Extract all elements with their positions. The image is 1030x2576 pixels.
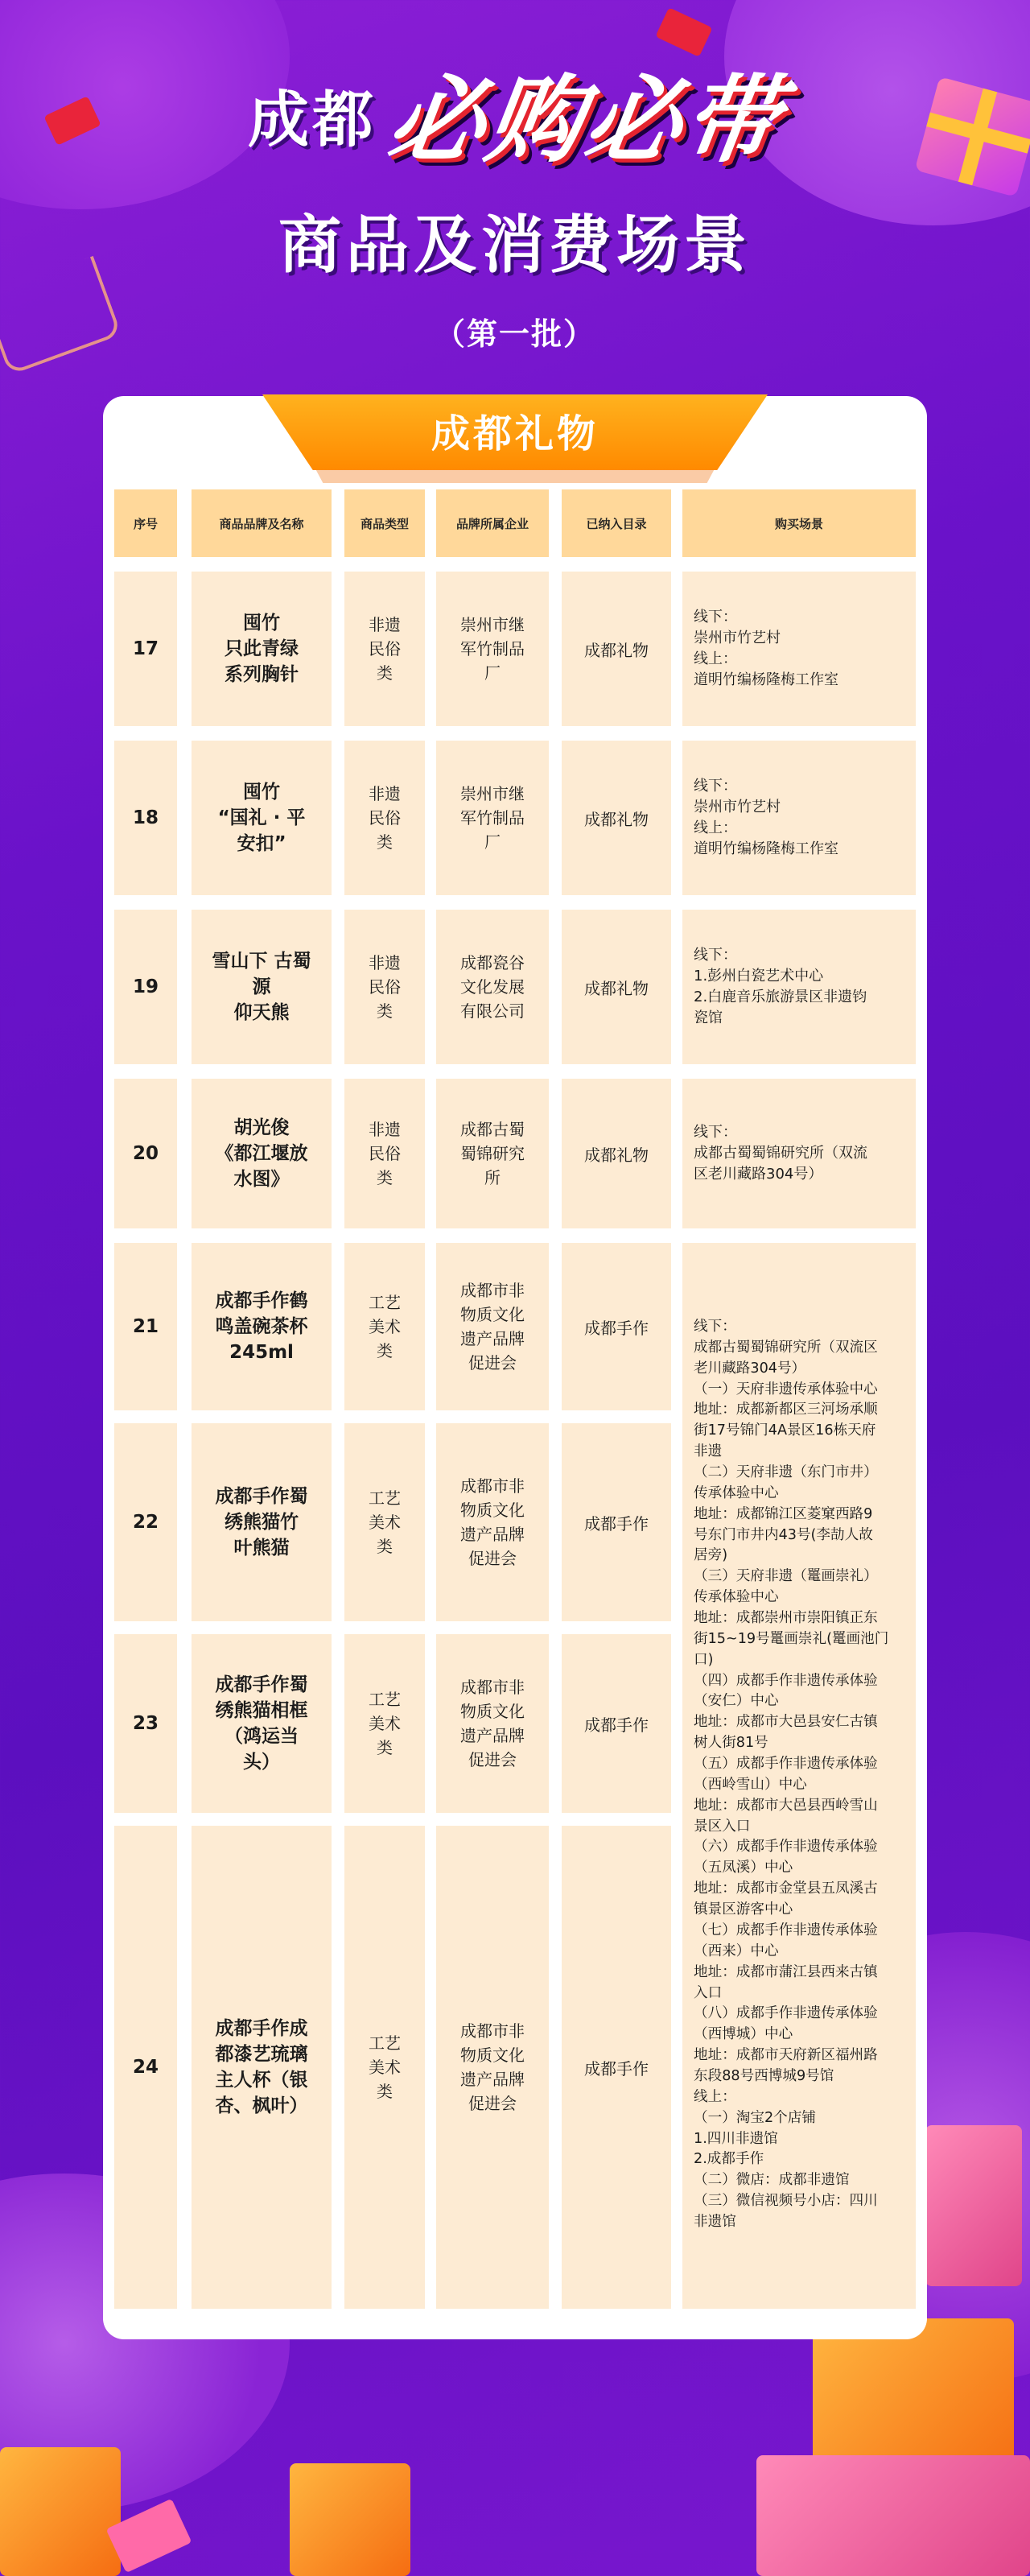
table-cell-type: 工艺 美术 类 <box>344 1423 425 1621</box>
table-cell-enterprise: 崇州市继 军竹制品 厂 <box>436 572 549 726</box>
table-cell-no: 19 <box>114 910 177 1064</box>
table-cell-place-merged: 线下： 成都古蜀蜀锦研究所（双流区 老川藏路304号） （一）天府非遗传承体验中心 地址：成都新都区三河场承顺 街17号锦门4A景区16栋天府 非遗 （二）天府非遗（东门市井） 传承体验中心 地址：成都锦江区菱窠西路9 号东门市井内43号(李劼人故 居旁) （三）天府非遗（鼍画崇礼） 传承体验中心 地址：成都崇州市崇阳镇正东 街15~19号鼍画崇礼(鼍画池门 口) （四）成都手作非遗传承体验 （安仁）中心 地址：成都市大邑县安仁古镇 树人街81号 （五）成都手作非遗传承体验 （西岭雪山）中心 地址：成都市大邑县西岭雪山 景区入口 （六）成都手作非遗传承体验 （五凤溪）中心 地址：成都市金堂县五凤溪古 镇景区游客中心 （七）成都手作非遗传承体验 （西来）中心 地址：成都市蒲江县西来古镇 入口 （八）成都手作非遗传承体验 （西博城）中心 地址：成都市天府新区福州路 东段88号西博城9号馆 线上： （一）淘宝2个店铺 1.四川非遗馆 2.成都手作 （二）微店：成都非遗馆 （三）微信视频号小店：四川 非遗馆 <box>682 1243 916 2309</box>
table-cell-type: 非遗 民俗 类 <box>344 572 425 726</box>
table-cell-catalog: 成都礼物 <box>562 1079 671 1228</box>
table-cell-type: 工艺 美术 类 <box>344 1826 425 2309</box>
column-header-enterprise: 品牌所属企业 <box>436 489 549 557</box>
column-header-name: 商品品牌及名称 <box>192 489 332 557</box>
page-subtitle: 商品及消费场景 <box>278 209 752 282</box>
table-cell-enterprise: 成都市非 物质文化 遗产品牌 促进会 <box>436 1634 549 1813</box>
table-cell-place: 线下： 1.彭州白瓷艺术中心 2.白鹿音乐旅游景区非遗钧 瓷馆 <box>682 910 916 1064</box>
table-cell-enterprise: 崇州市继 军竹制品 厂 <box>436 741 549 895</box>
table-cell-catalog: 成都手作 <box>562 1634 671 1813</box>
table-cell-type: 工艺 美术 类 <box>344 1243 425 1410</box>
table-cell-type: 工艺 美术 类 <box>344 1634 425 1813</box>
table-cell-type: 非遗 民俗 类 <box>344 1079 425 1228</box>
column-header-place: 购买场景 <box>682 489 916 557</box>
table-cell-type: 非遗 民俗 类 <box>344 910 425 1064</box>
table-cell-no: 18 <box>114 741 177 895</box>
table-cell-type: 非遗 民俗 类 <box>344 741 425 895</box>
table-cell-name: 胡光俊 《都江堰放 水图》 <box>192 1079 332 1228</box>
table-cell-name: 囤竹 “国礼 · 平 安扣” <box>192 741 332 895</box>
title-slogan: 必购必带 <box>381 64 790 175</box>
red-envelope-icon <box>655 7 712 57</box>
page-header <box>0 64 1030 353</box>
table-cell-place: 线下： 崇州市竹艺村 线上： 道明竹编杨隆梅工作室 <box>682 741 916 895</box>
table-cell-name: 成都手作蜀 绣熊猫相框 （鸿运当 头） <box>192 1634 332 1813</box>
table-cell-catalog: 成都手作 <box>562 1243 671 1410</box>
table-cell-name: 成都手作鹤 鸣盖碗茶杯 245ml <box>192 1243 332 1410</box>
table-cell-no: 23 <box>114 1634 177 1813</box>
section-title: 成都礼物 <box>431 411 599 456</box>
table-cell-enterprise: 成都瓷谷 文化发展 有限公司 <box>436 910 549 1064</box>
table-cell-no: 17 <box>114 572 177 726</box>
table-cell-catalog: 成都礼物 <box>562 741 671 895</box>
table-cell-enterprise: 成都市非 物质文化 遗产品牌 促进会 <box>436 1423 549 1621</box>
gift-box-icon <box>925 2125 1022 2286</box>
table-cell-enterprise: 成都古蜀 蜀锦研究 所 <box>436 1079 549 1228</box>
column-header-catalog: 已纳入目录 <box>562 489 671 557</box>
table-cell-no: 22 <box>114 1423 177 1621</box>
column-header-no: 序号 <box>114 489 177 557</box>
table-cell-catalog: 成都礼物 <box>562 572 671 726</box>
table-cell-catalog: 成都礼物 <box>562 910 671 1064</box>
gift-box-icon <box>0 2447 121 2576</box>
table-cell-catalog: 成都手作 <box>562 1826 671 2309</box>
table-cell-no: 21 <box>114 1243 177 1410</box>
table-cell-enterprise: 成都市非 物质文化 遗产品牌 促进会 <box>436 1826 549 2309</box>
table-cell-name: 雪山下 古蜀 源 仰天熊 <box>192 910 332 1064</box>
table-cell-name: 成都手作成 都漆艺琉璃 主人杯（银 杏、枫叶） <box>192 1826 332 2309</box>
content-card <box>103 396 927 2339</box>
table-cell-place: 线下： 成都古蜀蜀锦研究所（双流 区老川藏路304号） <box>682 1079 916 1228</box>
column-header-type: 商品类型 <box>344 489 425 557</box>
table-cell-place: 线下： 崇州市竹艺村 线上： 道明竹编杨隆梅工作室 <box>682 572 916 726</box>
page-title <box>0 64 1030 175</box>
table-cell-enterprise: 成都市非 物质文化 遗产品牌 促进会 <box>436 1243 549 1410</box>
title-city: 成都 <box>247 84 377 155</box>
table-cell-no: 24 <box>114 1826 177 2309</box>
table-cell-name: 成都手作蜀 绣熊猫竹 叶熊猫 <box>192 1423 332 1621</box>
batch-label: （第一批） <box>434 316 595 352</box>
table-cell-name: 囤竹 只此青绿 系列胸针 <box>192 572 332 726</box>
gift-box-icon <box>290 2463 410 2576</box>
table-cell-catalog: 成都手作 <box>562 1423 671 1621</box>
table-cell-no: 20 <box>114 1079 177 1228</box>
gift-box-icon <box>756 2455 1030 2576</box>
